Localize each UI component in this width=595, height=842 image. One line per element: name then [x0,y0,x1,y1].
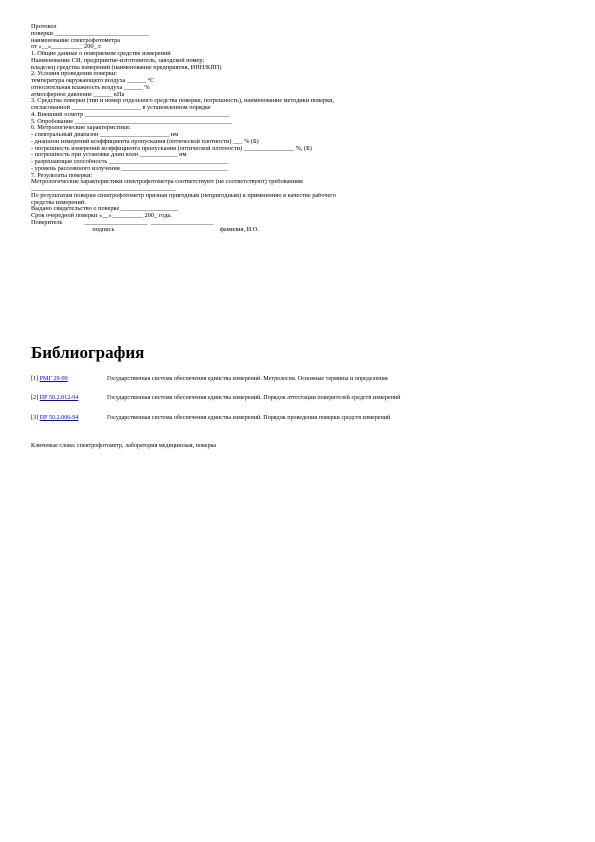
protocol-line: Поверитель ____________________ ____________________ [31,219,214,226]
protocol-line: - спектральный диапазон ______________________ нм [31,132,179,138]
bibliography-entry-link[interactable]: ПР 50.2.006-94 [39,415,79,421]
protocol-line: владелец средства измерений (наименование предприятия, ИНН/КПП) [31,64,222,71]
protocol-line: средства измерений. [31,199,86,206]
protocol-line: Протокол [31,24,57,30]
verification-protocol-form [31,24,571,233]
protocol-line: По результатам поверки спектрофотометр признан пригодным (непригодным) к применению в качестве рабочего [31,192,336,199]
bibliography-entry [31,395,576,402]
protocol-line: наименование спектрофотометра [31,37,121,44]
protocol-line: поверки ______________________________ [31,30,149,37]
bibliography-entry [31,376,576,383]
keywords: Ключевые слова: спектрофотометр, лаборатория медицинская, поверка [31,443,217,449]
protocol-line: Выдано свидетельство о поверке __________________ [31,206,178,213]
protocol-line: 2. Условия проведения поверки: [31,71,117,78]
protocol-line: - погрешность при установке длин волн ____________ нм [31,152,187,159]
bibliography-entry-link[interactable]: РМГ 29-99 [39,376,68,382]
protocol-line: - разрешающая способность ______________________________________ [31,159,229,165]
protocol-line: - диапазон измерений коэффициента пропускания (оптической плотности) ___ % (Б) [31,138,259,145]
protocol-line: согласованной ______________________ в установленном порядке [31,105,211,111]
bibliography-entry [31,415,576,422]
protocol-line: 7. Результаты поверки: [31,172,93,179]
protocol-line: 4. Внешний осмотр ______________________________________________ [31,111,230,118]
protocol-line: температура окружающего воздуха ______ °С [31,78,155,84]
protocol-line: 5. Опробование __________________________________________________ [31,118,233,125]
protocol-line: - погрешность измерений коэффициента пропускания (оптической плотности) ________________ %, (Б) [31,145,312,152]
protocol-line: атмосферное давление ______ кПа [31,91,125,98]
protocol-line: от «__»__________ 200_ г. [31,44,102,51]
bibliography-entry-number: [1] [31,376,39,382]
bibliography-heading: Библиография [31,343,145,362]
protocol-line: подпись фамилия, И.О. [31,226,259,233]
bibliography-entry-title: Государственная система обеспечения единства измерений. Метрология. Основные термины и определения [107,376,388,382]
protocol-line: относительная влажность воздуха ______ % [31,84,150,91]
protocol-line: - уровень рассеянного излучения __________________________________ [31,165,229,172]
bibliography-entry-title: Государственная система обеспечения единства измерений. Порядок проведения поверки средств измерений [107,415,391,421]
protocol-line: Срок очередной поверки «__»__________ 200_ года. [31,213,172,219]
protocol-line: 6. Метрологические характеристики: [31,125,131,132]
protocol-line: 3. Средства поверки (тип и номер отдельного средства поверки, погрешность), наименование методики поверки, [31,98,335,105]
bibliography-entry-number: [2] [31,395,39,401]
protocol-line: Метрологические характеристики спектрофотометра соответствуют (не соответствуют) требованиям [31,179,303,186]
protocol-line: ______________________________________________ [31,186,176,192]
bibliography-entry-link[interactable]: ПР 50.2.012-94 [39,395,79,401]
bibliography-entry-title: Государственная система обеспечения единства измерений. Порядок аттестации поверителей средств измерений [107,395,401,401]
protocol-line: 1. Общие данные о поверяемом средстве измерений [31,51,171,57]
protocol-line: Наименование СИ, предприятие-изготовитель, заводской номер; [31,57,205,64]
bibliography-entry-number: [3] [31,415,39,421]
